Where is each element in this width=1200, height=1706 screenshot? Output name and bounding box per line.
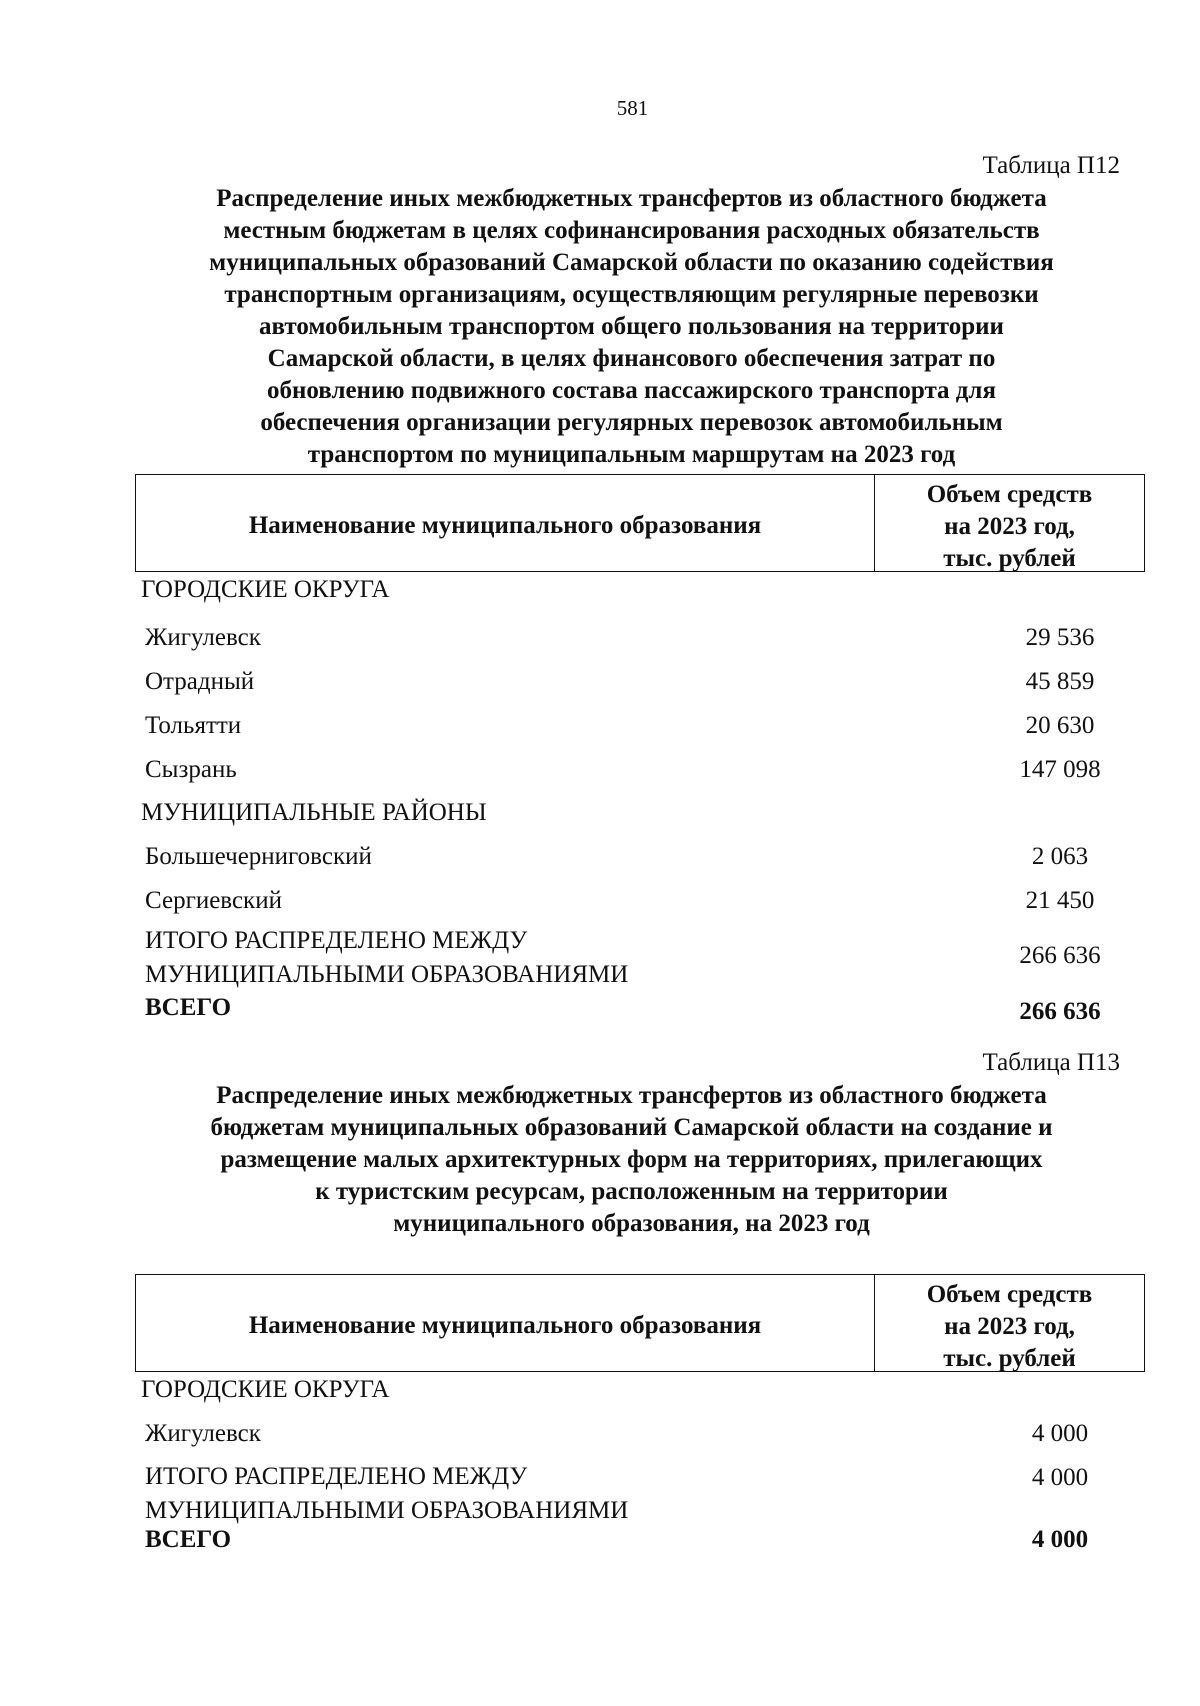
row-name — [145, 1460, 628, 1528]
row-amount: 21 450 — [1025, 887, 1095, 914]
row-amount: 2 063 — [1031, 843, 1089, 870]
table-12-title-line: транспортом по муниципальным маршрутам на 2023 год — [307, 441, 956, 468]
subtotal-name-line: ИТОГО РАСПРЕДЕЛЕНО МЕЖДУ — [145, 927, 528, 954]
row-name: ГОРОДСКИЕ ОКРУГА — [141, 576, 390, 603]
row-name: МУНИЦИПАЛЬНЫЕ РАЙОНЫ — [141, 799, 487, 826]
row-amount: 45 859 — [1025, 668, 1095, 695]
table-13-title-line: муниципального образования, на 2023 год — [393, 1210, 870, 1237]
table-12-title-line: обеспечения организации регулярных перевозок автомобильным — [260, 409, 1003, 436]
row-name: ГОРОДСКИЕ ОКРУГА — [141, 1376, 390, 1403]
row-name — [145, 924, 628, 992]
header-amount-line: тыс. рублей — [943, 545, 1076, 572]
table-13-header-amount — [875, 1275, 1144, 1371]
table-13-title-line: Распределение иных межбюджетных трансфертов из областного бюджета — [216, 1082, 1047, 1109]
subtotal-name-line: МУНИЦИПАЛЬНЫМИ ОБРАЗОВАНИЯМИ — [145, 1497, 629, 1524]
row-amount: 4 000 — [1031, 1464, 1089, 1491]
row-amount: 29 536 — [1025, 624, 1095, 651]
page-number: 581 — [616, 96, 649, 120]
row-amount: 147 098 — [1019, 756, 1101, 783]
subtotal-name-line: ИТОГО РАСПРЕДЕЛЕНО МЕЖДУ — [145, 1463, 528, 1490]
row-name: Большечерниговский — [145, 843, 372, 870]
header-amount-line: на 2023 год, — [944, 1313, 1075, 1340]
table-13-title — [120, 1080, 1143, 1240]
row-name: Жигулевск — [145, 1420, 261, 1447]
table-12-title-line: автомобильным транспортом общего пользования на территории — [259, 313, 1004, 340]
row-name: Тольятти — [145, 712, 242, 739]
table-12-title-line: транспортным организациям, осуществляющим регулярные перевозки — [224, 281, 1039, 308]
table-13-title-line: к туристским ресурсам, расположенным на территории — [315, 1178, 948, 1205]
table-12-title-line: Самарской области, в целях финансового обеспечения затрат по — [267, 345, 996, 372]
row-amount: 20 630 — [1025, 712, 1095, 739]
table-12-title-line: муниципальных образований Самарской области по оказанию содействия — [209, 249, 1054, 276]
table-13-title-line: бюджетам муниципальных образований Самарской области на создание и — [210, 1114, 1053, 1141]
subtotal-name-line: МУНИЦИПАЛЬНЫМИ ОБРАЗОВАНИЯМИ — [145, 961, 629, 988]
header-amount-line: Объем средств — [926, 1281, 1093, 1308]
row-name: ВСЕГО — [145, 1526, 232, 1553]
row-amount: 4 000 — [1031, 1420, 1089, 1447]
table-12-title-line: местным бюджетам в целях софинансирования расходных обязательств — [223, 217, 1040, 244]
row-name: Сызрань — [145, 756, 237, 783]
row-name: Отрадный — [145, 668, 255, 695]
table-12-header-name: Наименование муниципального образования — [136, 475, 875, 571]
header-amount-line: Объем средств — [926, 481, 1093, 508]
row-amount: 4 000 — [1031, 1526, 1089, 1553]
table-13-title-line: размещение малых архитектурных форм на территориях, прилегающих — [220, 1146, 1043, 1173]
row-amount: 266 636 — [1019, 998, 1101, 1025]
table-12-header — [135, 474, 1145, 572]
row-amount: 266 636 — [1019, 942, 1101, 969]
header-amount-line: на 2023 год, — [944, 513, 1075, 540]
table-12-header-amount — [875, 475, 1144, 571]
row-name: Сергиевский — [145, 887, 282, 914]
table-13-caption: Таблица П13 — [982, 1049, 1120, 1076]
table-12-title — [120, 183, 1143, 471]
row-name: Жигулевск — [145, 624, 261, 651]
row-name: ВСЕГО — [145, 994, 232, 1021]
table-12-title-line: Распределение иных межбюджетных трансфертов из областного бюджета — [216, 185, 1047, 212]
table-12-title-line: обновлению подвижного состава пассажирского транспорта для — [266, 377, 996, 404]
table-13-header — [135, 1274, 1145, 1372]
header-amount-line: тыс. рублей — [943, 1345, 1076, 1372]
table-13-header-name: Наименование муниципального образования — [136, 1275, 875, 1371]
table-12-caption: Таблица П12 — [982, 152, 1120, 179]
